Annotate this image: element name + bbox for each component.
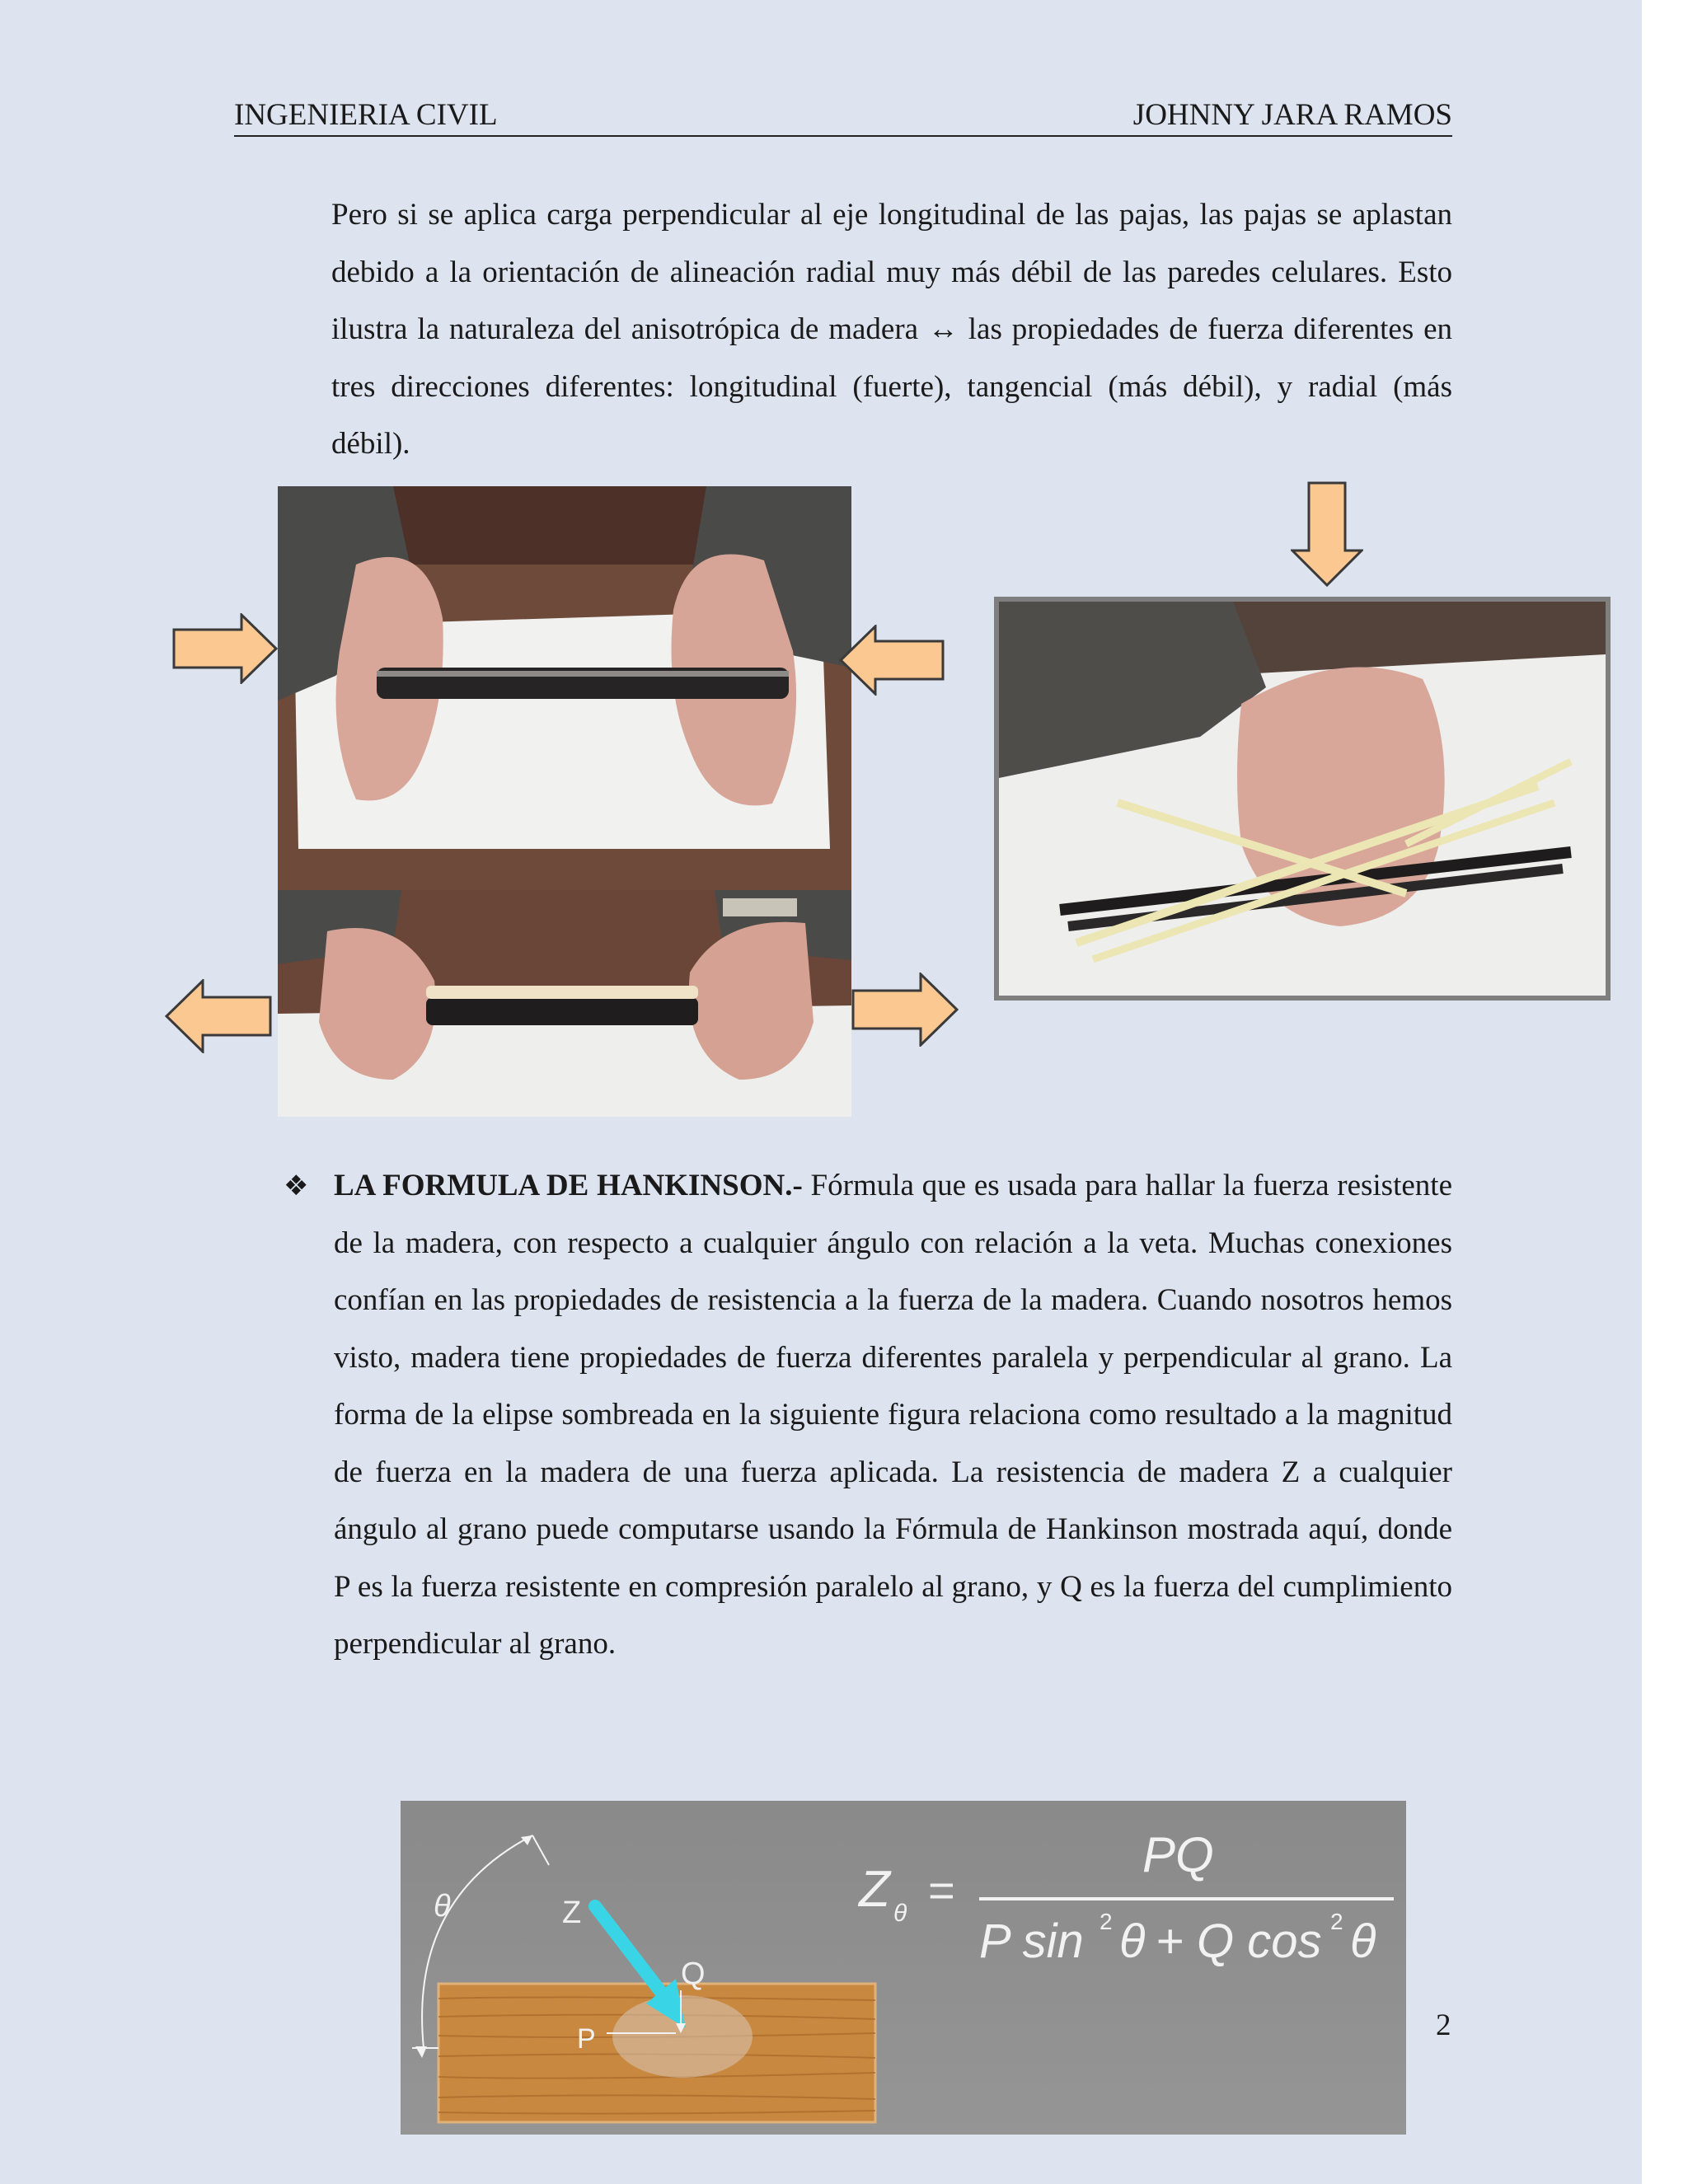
hankinson-figure: [401, 1801, 1406, 2135]
formula-exp-2: 2: [1330, 1909, 1343, 1934]
photo-straws-longitudinal: [278, 486, 851, 1117]
section-heading: LA FORMULA DE HANKINSON.-: [334, 1169, 803, 1202]
formula-exp-1: 2: [1100, 1909, 1113, 1934]
p-label: P: [577, 2023, 596, 2055]
bullet-icon: ❖: [284, 1169, 309, 1202]
page-number: 2: [1436, 2008, 1451, 2042]
arrow-right-bottom-icon: [851, 972, 959, 1047]
arrow-left-top-right-icon: [839, 625, 945, 696]
formula-denominator-q: + Q cos: [1156, 1915, 1322, 1968]
arrow-down-icon: [1291, 481, 1363, 587]
formula-lhs: Z: [859, 1861, 890, 1918]
header-right: JOHNNY JARA RAMOS: [1132, 98, 1452, 132]
stress-ellipse: [612, 1995, 753, 2078]
photo-straws-perpendicular: [994, 597, 1611, 1001]
arrow-right-top-left-icon: [172, 613, 278, 684]
z-label: Z: [562, 1896, 582, 1930]
arrow-left-bottom-icon: [165, 979, 272, 1053]
section-body: Fórmula que es usada para hallar la fuerza resistente de la madera, con respecto a cualquier ángulo con relación a la veta. Muchas conexiones confían en las propiedades de resistencia a la fuerza de la madera. Cuando nosotros hemos visto, madera tiene propiedades de fuerza diferentes paralela y perpendicular al grano. La forma de la elipse sombreada en la siguiente figura relaciona como resultado a la magnitud de fuerza en la madera de una fuerza aplicada. La resistencia de madera Z a cualquier ángulo al grano puede computarse usando la Fórmula de Hankinson mostrada aquí, donde P es la fuerza resistente en compresión paralelo al grano, y Q es la fuerza del cumplimiento perpendicular al grano.: [334, 1169, 1452, 1661]
q-label: Q: [681, 1957, 706, 1991]
theta-label: θ: [434, 1889, 451, 1924]
formula-numerator: PQ: [1142, 1827, 1214, 1882]
formula-denominator-p: P sin: [979, 1915, 1084, 1968]
formula-theta-2: θ: [1350, 1915, 1376, 1968]
page-header: [234, 96, 1452, 137]
paragraph-hankinson: [334, 1157, 1452, 1673]
formula-equals: =: [928, 1864, 955, 1916]
formula-theta-1: θ: [1119, 1915, 1146, 1968]
header-left: INGENIERIA CIVIL: [234, 98, 498, 132]
paragraph-anisotropy: Pero si se aplica carga perpendicular al eje longitudinal de las pajas, las pajas se aplastan debido a la orientación de alineación radial muy más débil de las paredes celulares. Esto ilustra la naturaleza del anisotrópica de madera ↔ las propiedades de fuerza diferentes en tres direcciones diferentes: longitudinal (fuerte), tangencial (más débil), y radial (más débil).: [331, 198, 1452, 461]
formula-lhs-sub: θ: [893, 1900, 907, 1927]
